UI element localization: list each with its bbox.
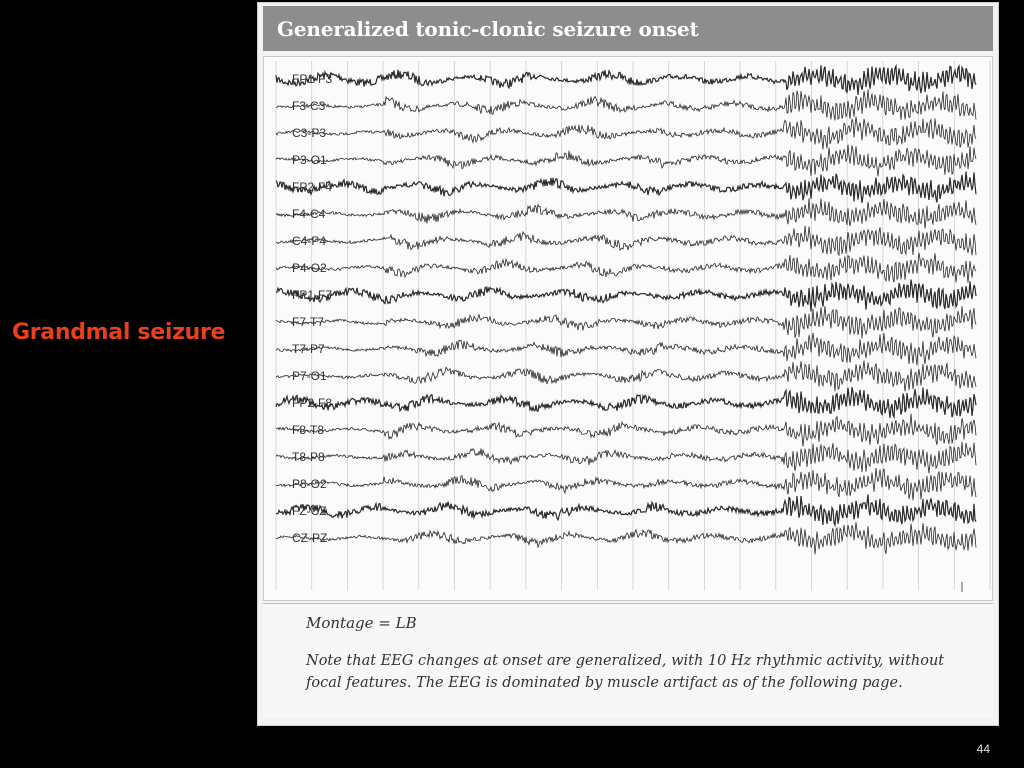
channel-label: T7-P7 bbox=[292, 342, 325, 356]
eeg-traces bbox=[264, 57, 992, 600]
eeg-trace-fp1-f7 bbox=[276, 280, 976, 312]
eeg-trace-cz-pz bbox=[276, 522, 976, 554]
figure-caption bbox=[263, 603, 993, 719]
channel-label: P7-O1 bbox=[292, 369, 327, 383]
channel-label: FP1-F7 bbox=[292, 288, 333, 302]
eeg-trace-panel bbox=[263, 56, 993, 601]
eeg-trace-p3-o1 bbox=[276, 145, 976, 177]
eeg-trace-fp2-f8 bbox=[276, 387, 976, 418]
figure-header bbox=[263, 6, 993, 51]
eeg-trace-fp2-f4 bbox=[276, 172, 976, 203]
eeg-trace-t8-p8 bbox=[276, 442, 976, 474]
page-number: 44 bbox=[976, 742, 990, 756]
channel-label: T8-P8 bbox=[292, 450, 325, 464]
eeg-trace-fp1-f3 bbox=[276, 65, 976, 95]
channel-label: FP2-F8 bbox=[292, 396, 333, 410]
eeg-trace-p8-o2 bbox=[276, 468, 976, 500]
eeg-trace-c3-p3 bbox=[276, 117, 976, 150]
caption-note: Note that EEG changes at onset are generalized, with 10 Hz rhythmic activity, without focal features. The EEG is dominated by muscle artifact as of the following page. bbox=[306, 653, 945, 691]
eeg-figure bbox=[257, 2, 999, 726]
eeg-trace-f8-t8 bbox=[276, 414, 976, 447]
channel-label: FZ-CZ bbox=[292, 504, 327, 518]
slide-side-title: Grandmal seizure bbox=[12, 320, 226, 345]
channel-label: F4-C4 bbox=[292, 207, 326, 221]
channel-label: FP1-F3 bbox=[292, 72, 333, 86]
channel-label: F3-C3 bbox=[292, 99, 326, 113]
channel-label: CZ-PZ bbox=[292, 531, 328, 545]
channel-label: P3-O1 bbox=[292, 153, 327, 167]
eeg-trace-c4-p4 bbox=[276, 226, 976, 256]
channel-label: C3-P3 bbox=[292, 126, 327, 140]
channel-label: FP2-F4 bbox=[292, 180, 333, 194]
channel-label: C4-P4 bbox=[292, 234, 327, 248]
channel-label: P4-O2 bbox=[292, 261, 327, 275]
eeg-trace-p7-o1 bbox=[276, 361, 976, 392]
eeg-trace-t7-p7 bbox=[276, 333, 976, 365]
channel-label: P8-O2 bbox=[292, 477, 327, 491]
montage-label: Montage = LB bbox=[306, 614, 417, 632]
channel-label: F7-T7 bbox=[292, 315, 325, 329]
eeg-trace-f3-c3 bbox=[276, 89, 976, 120]
eeg-trace-f7-t7 bbox=[276, 306, 976, 338]
channel-label: F8-T8 bbox=[292, 423, 325, 437]
figure-title: Generalized tonic-clonic seizure onset bbox=[277, 17, 699, 41]
eeg-trace-fz-cz bbox=[276, 494, 976, 525]
eeg-trace-f4-c4 bbox=[276, 198, 976, 228]
eeg-trace-p4-o2 bbox=[276, 253, 976, 283]
